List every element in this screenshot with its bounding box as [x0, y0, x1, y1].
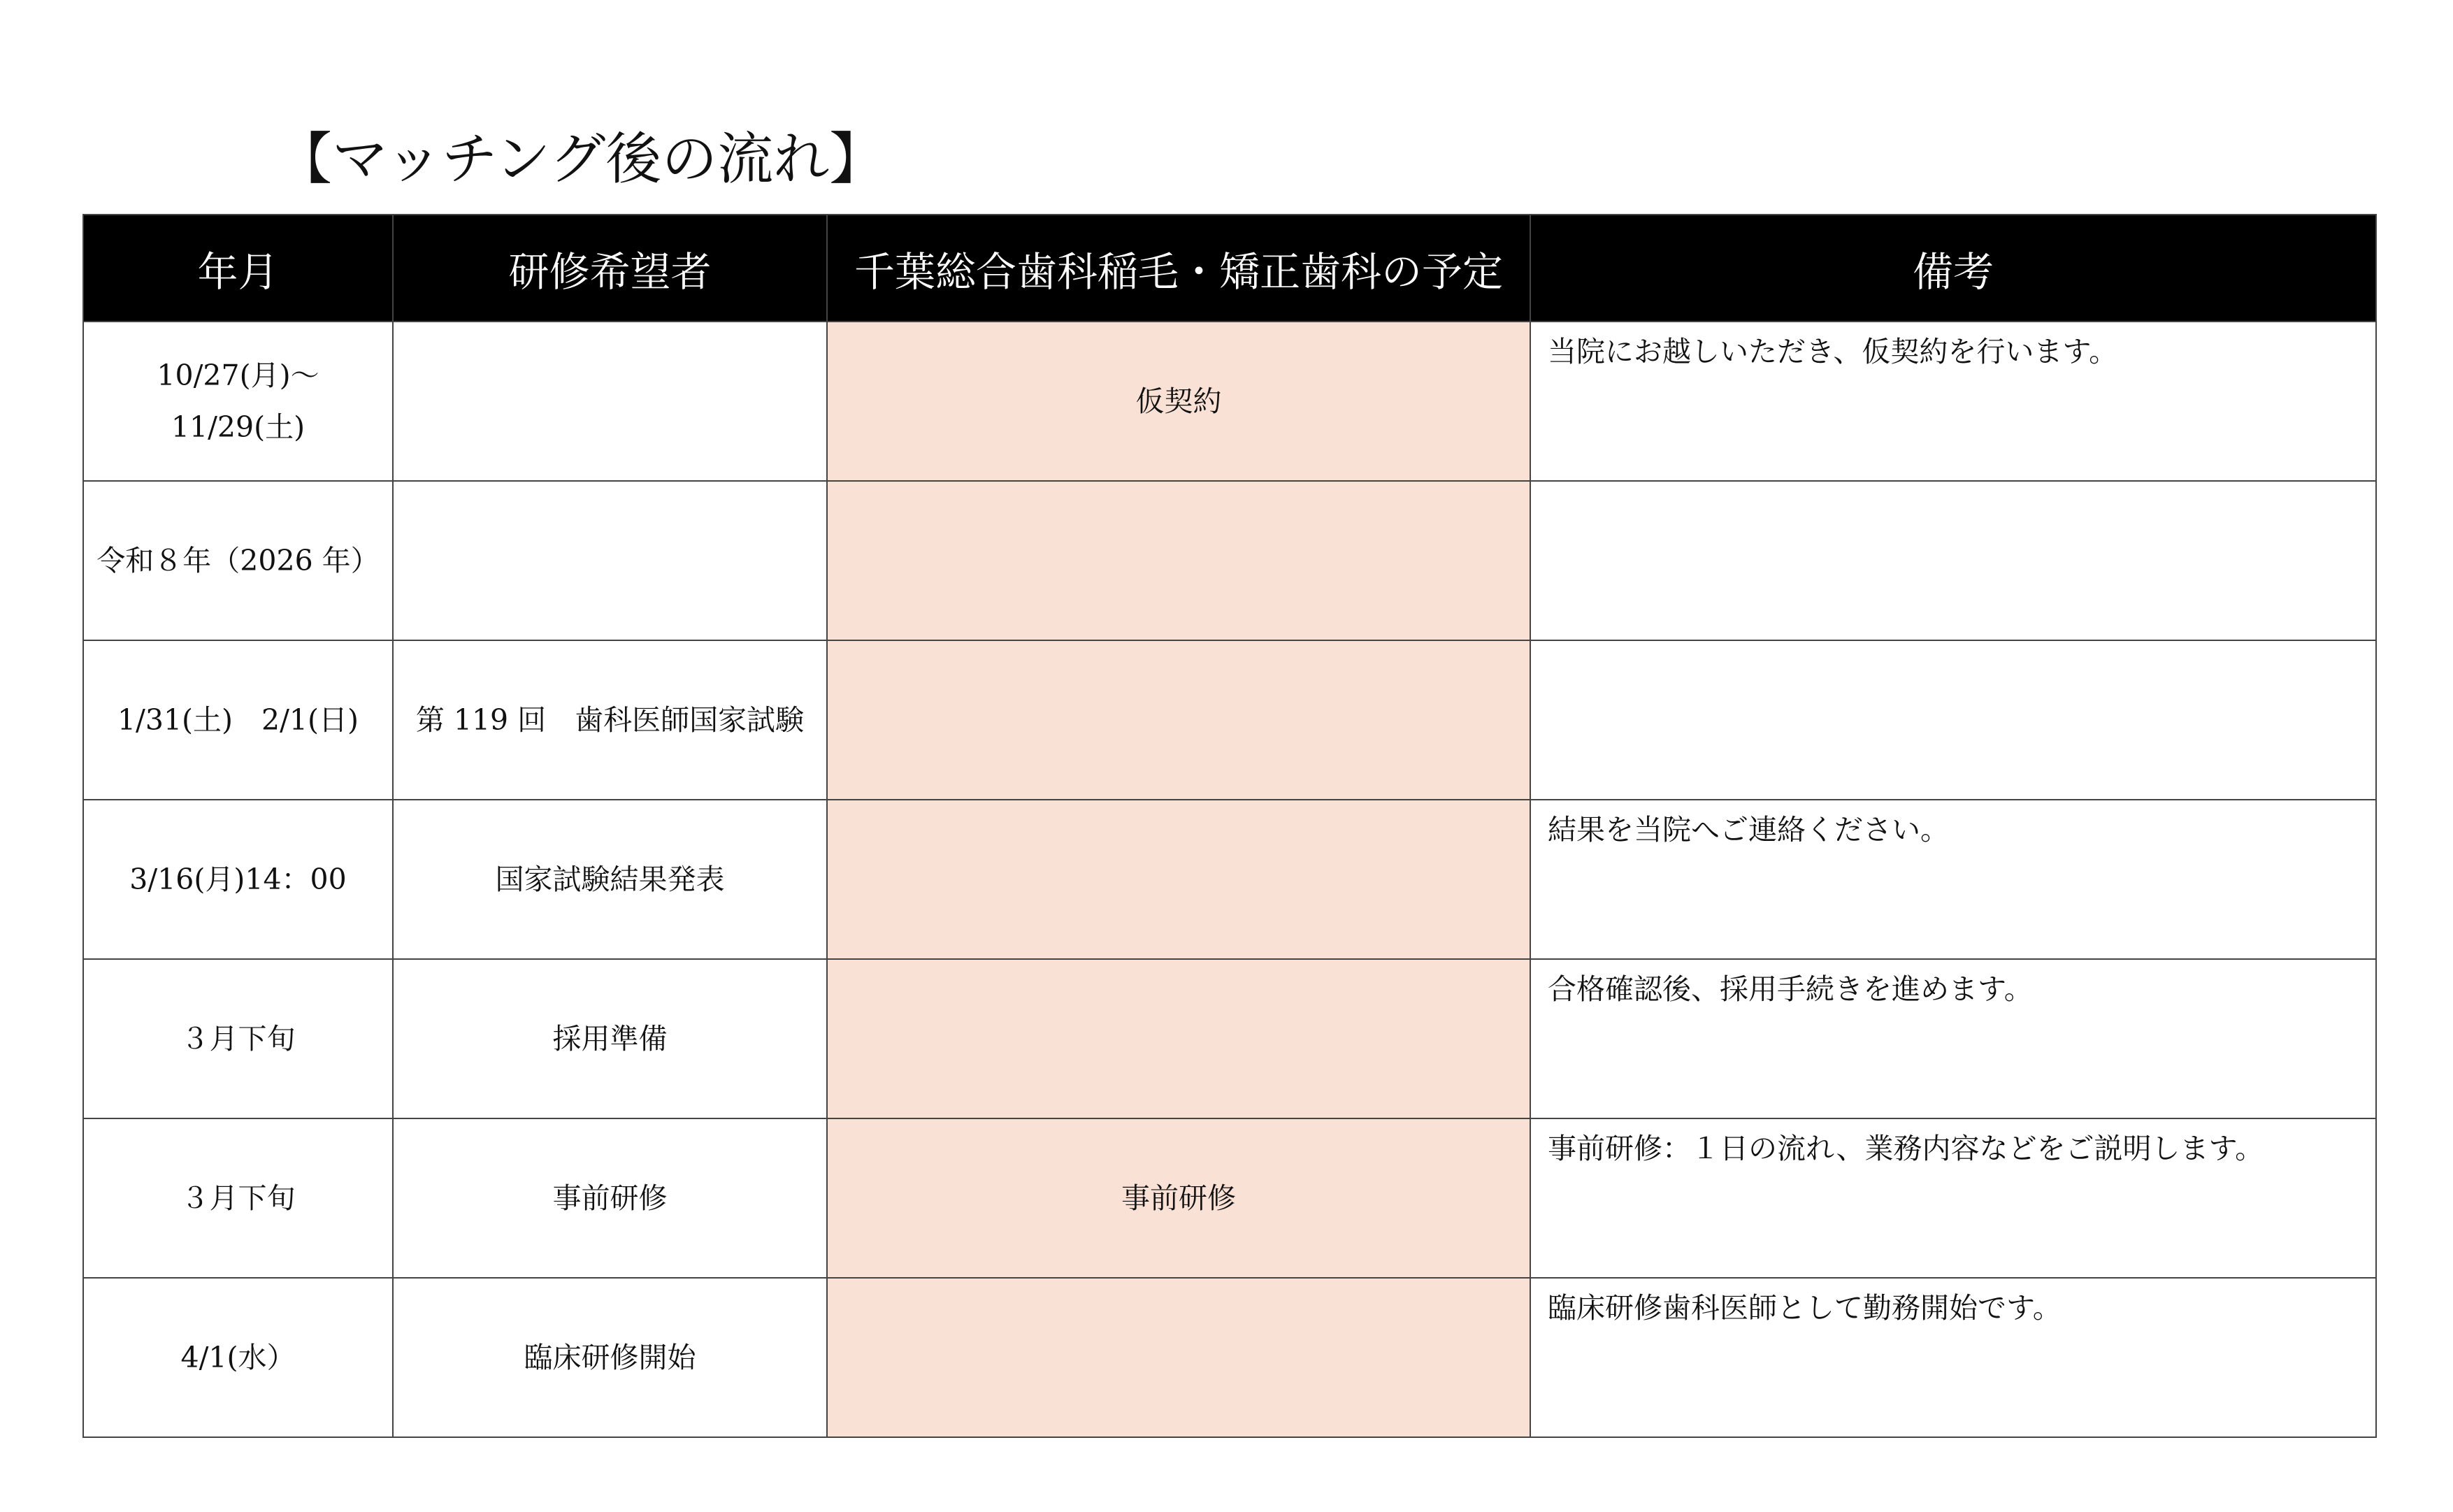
clinic-schedule-cell: [827, 1278, 1530, 1437]
trainee-cell: 第 119 回 歯科医師国家試験: [393, 640, 827, 800]
date-cell: ３月下旬: [83, 959, 393, 1118]
trainee-cell: 事前研修: [393, 1118, 827, 1278]
page-title: 【マッチング後の流れ】: [276, 127, 886, 192]
table-row: [83, 640, 2376, 800]
date-cell: 4/1(水）: [83, 1278, 393, 1437]
table-row: [83, 959, 2376, 1118]
table-row: [83, 1118, 2376, 1278]
table-row: [83, 800, 2376, 959]
date-line: 10/27(月)～: [157, 359, 319, 392]
trainee-cell: 採用準備: [393, 959, 827, 1118]
table-row: [83, 322, 2376, 481]
date-line: 11/29(土): [171, 410, 305, 444]
table-row: [83, 1278, 2376, 1437]
schedule-table: [82, 214, 2377, 1438]
remarks-cell: 当院にお越しいただき、仮契約を行います。: [1530, 322, 2376, 481]
clinic-schedule-cell: [827, 481, 1530, 640]
date-cell: ３月下旬: [83, 1118, 393, 1278]
column-header-clinic-schedule: 千葉総合歯科稲毛・矯正歯科の予定: [827, 215, 1530, 322]
date-cell: 1/31(土) 2/1(日): [83, 640, 393, 800]
trainee-cell: [393, 322, 827, 481]
date-cell: 3/16(月)14：00: [83, 800, 393, 959]
remarks-cell: 事前研修：１日の流れ、業務内容などをご説明します。: [1530, 1118, 2376, 1278]
remarks-cell: [1530, 640, 2376, 800]
trainee-cell: 国家試験結果発表: [393, 800, 827, 959]
remarks-cell: 臨床研修歯科医師として勤務開始です。: [1530, 1278, 2376, 1437]
remarks-cell: 合格確認後、採用手続きを進めます。: [1530, 959, 2376, 1118]
trainee-cell: 臨床研修開始: [393, 1278, 827, 1437]
clinic-schedule-cell: 事前研修: [827, 1118, 1530, 1278]
clinic-schedule-cell: [827, 800, 1530, 959]
trainee-cell: [393, 481, 827, 640]
date-cell: [83, 322, 393, 481]
table-header-row: [83, 215, 2376, 322]
clinic-schedule-cell: 仮契約: [827, 322, 1530, 481]
remarks-cell: [1530, 481, 2376, 640]
table-row: [83, 481, 2376, 640]
clinic-schedule-cell: [827, 640, 1530, 800]
column-header-remarks: 備考: [1530, 215, 2376, 322]
date-cell: 令和８年（2026 年）: [83, 481, 393, 640]
column-header-trainee: 研修希望者: [393, 215, 827, 322]
remarks-cell: 結果を当院へご連絡ください。: [1530, 800, 2376, 959]
column-header-date: 年月: [83, 215, 393, 322]
clinic-schedule-cell: [827, 959, 1530, 1118]
